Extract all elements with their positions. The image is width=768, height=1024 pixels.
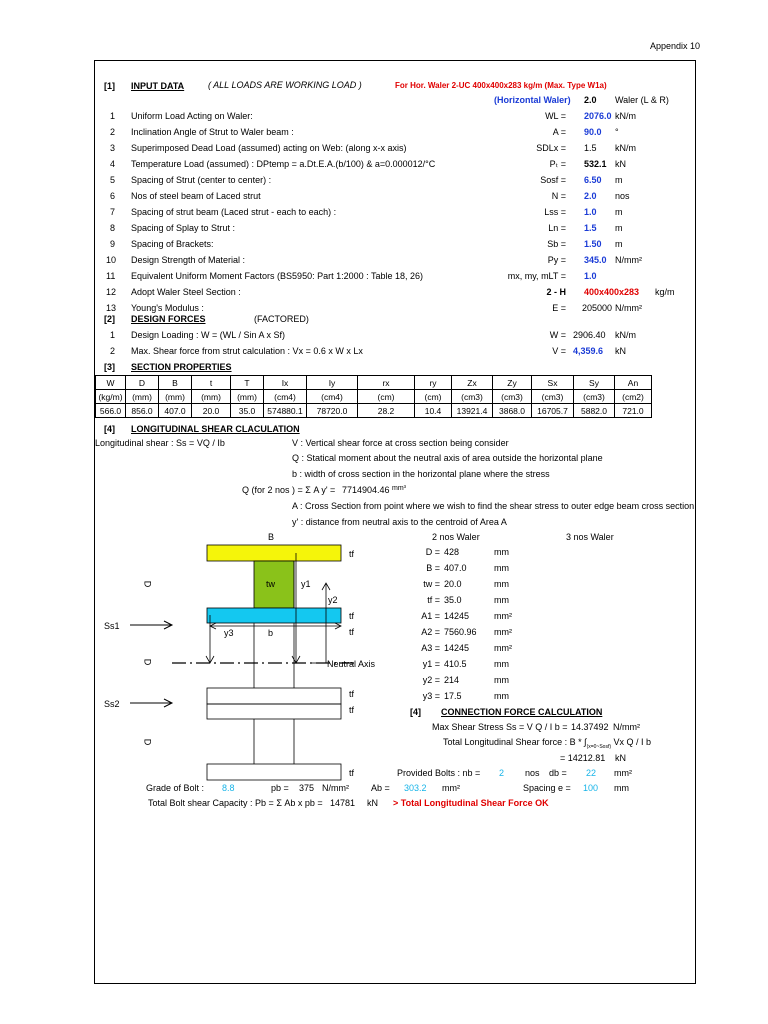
- input-row-desc: Adopt Waler Steel Section :: [131, 287, 241, 297]
- table-cell: Iy: [307, 376, 358, 390]
- input-row-value: 205000: [582, 303, 613, 313]
- table-cell: 407.0: [159, 404, 192, 418]
- input-row-number: 11: [106, 271, 116, 281]
- waler-row-value: 14245: [444, 611, 470, 621]
- label-y3: y3: [224, 628, 234, 638]
- q-calc-value: 7714904.46: [342, 485, 390, 495]
- input-row-desc: Spacing of strut beam (Laced strut - each to each) :: [131, 207, 337, 217]
- waler-row-value: 428: [444, 547, 460, 557]
- section-number: [1]: [104, 81, 115, 91]
- force-row-symbol: V =: [552, 346, 566, 356]
- pb-label: pb =: [271, 783, 289, 793]
- waler-row-unit: mm: [494, 675, 509, 685]
- input-row-number: 6: [110, 191, 116, 201]
- input-row-number: 1: [110, 111, 116, 121]
- waler-row-symbol: B =: [426, 563, 440, 573]
- input-row-number: 13: [106, 303, 117, 313]
- total-long-unit: kN: [615, 753, 626, 763]
- table-cell: (cm3): [452, 390, 493, 404]
- input-row-unit: nos: [615, 191, 630, 201]
- table-cell: Ix: [264, 376, 307, 390]
- table-cell: 16705.7: [532, 404, 574, 418]
- max-shear-unit: N/mm²: [613, 722, 640, 732]
- spacing-value: 100: [583, 783, 599, 793]
- input-row-unit: N/mm²: [615, 303, 642, 313]
- input-row-symbol: WL =: [545, 111, 566, 121]
- waler-row-symbol: A2 =: [421, 627, 440, 637]
- label-b: b: [268, 628, 274, 638]
- label-B: B: [268, 532, 275, 542]
- pb-value: 375: [299, 783, 315, 793]
- input-row-symbol: mx, my, mLT =: [507, 271, 566, 281]
- table-cell: 5882.0: [574, 404, 615, 418]
- ab-value: 303.2: [404, 783, 427, 793]
- label-tf: tf: [349, 549, 355, 559]
- table-cell: (cm3): [574, 390, 615, 404]
- table-cell: Zy: [493, 376, 532, 390]
- section-title: DESIGN FORCES: [131, 314, 206, 324]
- bottom-flange: [207, 764, 341, 780]
- grade-label: Grade of Bolt :: [146, 783, 205, 793]
- table-cell: (mm): [159, 390, 192, 404]
- force-row-number: 2: [110, 346, 116, 356]
- waler-row-value: 17.5: [444, 691, 462, 701]
- factored-label: (FACTORED): [254, 314, 309, 324]
- db-label: db =: [549, 768, 567, 778]
- capacity-unit: kN: [367, 798, 378, 808]
- nos-label: nos: [525, 768, 540, 778]
- table-cell: (cm): [358, 390, 415, 404]
- waler-row-unit: mm: [494, 659, 509, 669]
- force-row-desc: Design Loading : W = (WL / Sin A x Sf): [131, 330, 285, 340]
- input-row-value: 1.50: [584, 239, 602, 249]
- ok-note: > Total Longitudinal Shear Force OK: [393, 798, 549, 808]
- top-flange: [207, 545, 341, 561]
- waler-row-symbol: D =: [425, 547, 440, 557]
- force-row-desc: Max. Shear force from strut calculation : Vx = 0.6 x W x Lx: [131, 346, 363, 356]
- table-cell: 3868.0: [493, 404, 532, 418]
- input-row-symbol: SDLx =: [536, 143, 566, 153]
- q-calc-label: Q (for 2 nos ) = Σ A y' =: [242, 485, 336, 495]
- waler-row-symbol: A3 =: [421, 643, 440, 653]
- waler-row-unit: mm²: [494, 627, 512, 637]
- input-row-desc: Young's Modulus :: [131, 303, 204, 313]
- table-cell: (cm): [415, 390, 452, 404]
- input-row-unit: kN/m: [615, 111, 636, 121]
- input-row-symbol: 2 - H: [546, 287, 566, 297]
- section-title: INPUT DATA: [131, 81, 185, 91]
- input-row-number: 7: [110, 207, 116, 217]
- input-row-unit: kg/m: [655, 287, 675, 297]
- label-tf: tf: [349, 611, 355, 621]
- spacing-label: Spacing e =: [523, 783, 571, 793]
- section-title: SECTION PROPERTIES: [131, 362, 232, 372]
- table-cell: 10.4: [415, 404, 452, 418]
- long-shear-formula: Longitudinal shear : Ss = VQ / Ib: [95, 438, 225, 448]
- input-row-desc: Inclination Angle of Strut to Waler beam :: [131, 127, 294, 137]
- label-tf: tf: [349, 768, 355, 778]
- input-row-symbol: N =: [551, 191, 566, 201]
- label-ss1: Ss1: [104, 621, 120, 631]
- waler-row-symbol: y2 =: [422, 675, 440, 685]
- horizontal-waler-value: 2.0: [584, 95, 597, 105]
- force-row-unit: kN: [615, 346, 626, 356]
- loads-note: ( ALL LOADS ARE WORKING LOAD ): [208, 80, 362, 90]
- table-cell: 566.0: [96, 404, 126, 418]
- force-row-symbol: W =: [549, 330, 566, 340]
- y-definition: y' : distance from neutral axis to the centroid of Area A: [292, 517, 507, 527]
- table-cell: Sy: [574, 376, 615, 390]
- table-cell: B: [159, 376, 192, 390]
- input-row-unit: m: [615, 207, 623, 217]
- b-definition: b : width of cross section in the horizontal plane where the stress: [292, 469, 550, 479]
- label-D: D: [142, 738, 153, 746]
- table-cell: Sx: [532, 376, 574, 390]
- section-title: LONGITUDINAL SHEAR CLACULATION: [131, 424, 300, 434]
- horizontal-waler-unit: Waler (L & R): [615, 95, 669, 105]
- input-row-desc: Nos of steel beam of Laced strut: [131, 191, 261, 201]
- input-row-unit: N/mm²: [615, 255, 642, 265]
- horizontal-waler-label: (Horizontal Waler): [494, 95, 571, 105]
- waler-row-unit: mm: [494, 579, 509, 589]
- table-cell: 574880.1: [264, 404, 307, 418]
- total-long-sub: (x=0~Sosf): [586, 743, 612, 750]
- input-row-desc: Superimposed Dead Load (assumed) acting on Web: (along x-x axis): [131, 143, 407, 153]
- q-calc-unit: mm³: [392, 485, 406, 492]
- input-row-unit: m: [615, 175, 623, 185]
- appendix-label: Appendix 10: [650, 41, 701, 51]
- input-row-symbol: Sosf =: [540, 175, 566, 185]
- input-row-symbol: A =: [552, 127, 566, 137]
- table-cell: (cm3): [532, 390, 574, 404]
- label-D: D: [142, 580, 153, 588]
- total-long-value: = 14212.81: [560, 753, 606, 763]
- two-nos-waler-title: 2 nos Waler: [432, 532, 480, 542]
- ab-label: Ab =: [371, 783, 390, 793]
- force-row-value: 2906.40: [573, 330, 606, 340]
- input-row-desc: Spacing of Splay to Strut :: [131, 223, 236, 233]
- table-cell: 856.0: [126, 404, 159, 418]
- input-row-symbol: Pₜ =: [549, 159, 566, 169]
- input-row-desc: Equivalent Uniform Moment Factors (BS5950: Part 1:2000 : Table 18, 26): [131, 271, 423, 281]
- waler-row-symbol: tf =: [427, 595, 440, 605]
- capacity-label: Total Bolt shear Capacity : Pb = Σ Ab x pb =: [148, 798, 323, 808]
- waler-row-unit: mm²: [494, 611, 512, 621]
- three-nos-waler-title: 3 nos Waler: [566, 532, 614, 542]
- waler-row-value: 410.5: [444, 659, 467, 669]
- input-row-unit: kN: [615, 159, 626, 169]
- table-cell: 78720.0: [307, 404, 358, 418]
- table-cell: t: [192, 376, 231, 390]
- total-long-tail: Vx Q / I b: [611, 737, 652, 747]
- waler-row-value: 14245: [444, 643, 470, 653]
- input-row-number: 8: [110, 223, 116, 233]
- waler-row-unit: mm: [494, 595, 509, 605]
- grade-value: 8.8: [222, 783, 235, 793]
- label-tf: tf: [349, 705, 355, 715]
- section-title: CONNECTION FORCE CALCULATION: [441, 707, 603, 717]
- force-row-unit: kN/m: [615, 330, 636, 340]
- table-cell: (mm): [126, 390, 159, 404]
- input-row-value: 90.0: [584, 127, 602, 137]
- force-row-value: 4,359.6: [573, 346, 604, 356]
- table-cell: T: [231, 376, 264, 390]
- label-neutral-axis: Neutral Axis: [327, 659, 376, 669]
- waler-row-symbol: tw =: [423, 579, 440, 589]
- input-row-number: 9: [110, 239, 116, 249]
- input-row-desc: Spacing of Strut (center to center) :: [131, 175, 272, 185]
- total-long-label: [443, 736, 651, 748]
- total-long-text: Total Longitudinal Shear force : B * ∫: [443, 737, 587, 747]
- table-cell: D: [126, 376, 159, 390]
- input-row-symbol: Lss =: [544, 207, 566, 217]
- input-row-number: 12: [106, 287, 117, 297]
- spacing-unit: mm: [614, 783, 629, 793]
- table-cell: (cm4): [307, 390, 358, 404]
- input-row-number: 2: [110, 127, 116, 137]
- label-tf: tf: [349, 689, 355, 699]
- table-cell: (mm): [192, 390, 231, 404]
- section-number: [3]: [104, 362, 115, 372]
- waler-row-value: 214: [444, 675, 460, 685]
- lower-flange-1: [207, 688, 341, 704]
- table-cell: (cm3): [493, 390, 532, 404]
- input-row-value: 2.0: [584, 191, 597, 201]
- input-row-number: 5: [110, 175, 116, 185]
- pb-unit: N/mm²: [322, 783, 349, 793]
- input-row-value: 1.0: [584, 207, 597, 217]
- input-row-unit: kN/m: [615, 143, 636, 153]
- input-row-desc: Design Strength of Material :: [131, 255, 246, 265]
- input-row-value: 400x400x283: [584, 287, 640, 297]
- table-cell: 28.2: [358, 404, 415, 418]
- waler-row-unit: mm: [494, 563, 509, 573]
- input-row-value: 1.5: [584, 143, 597, 153]
- waler-row-symbol: y1 =: [422, 659, 440, 669]
- input-row-number: 10: [106, 255, 117, 265]
- section-number: [4]: [410, 707, 421, 717]
- table-cell: (cm4): [264, 390, 307, 404]
- lower-flange-2: [207, 704, 341, 719]
- table-cell: ry: [415, 376, 452, 390]
- label-D: D: [142, 658, 153, 666]
- table-cell: W: [96, 376, 126, 390]
- input-row-value: 1.0: [584, 271, 597, 281]
- table-cell: 13921.4: [452, 404, 493, 418]
- bolts-value: 2: [499, 768, 505, 778]
- input-row-unit: °: [615, 127, 619, 137]
- waler-row-value: 407.0: [444, 563, 467, 573]
- input-row-value: 2076.0: [584, 111, 612, 121]
- section-number: [2]: [104, 314, 115, 324]
- table-cell: An: [615, 376, 652, 390]
- a-definition: A : Cross Section from point where we wish to find the shear stress to outer edge beam cross section: [292, 501, 695, 511]
- table-cell: 721.0: [615, 404, 652, 418]
- input-row-value: 1.5: [584, 223, 597, 233]
- waler-row-value: 35.0: [444, 595, 462, 605]
- table-cell: (kg/m): [96, 390, 126, 404]
- max-shear-label: Max Shear Stress Ss = V Q / I b =: [432, 722, 568, 732]
- waler-row-value: 7560.96: [444, 627, 477, 637]
- input-row-symbol: Py =: [547, 255, 566, 265]
- table-cell: rx: [358, 376, 415, 390]
- input-row-desc: Spacing of Brackets:: [131, 239, 214, 249]
- db-unit: mm²: [614, 768, 632, 778]
- table-cell: (mm): [231, 390, 264, 404]
- label-y2: y2: [328, 595, 338, 605]
- waler-row-unit: mm: [494, 691, 509, 701]
- db-value: 22: [586, 768, 597, 778]
- input-row-value: 345.0: [584, 255, 607, 265]
- waler-row-value: 20.0: [444, 579, 462, 589]
- capacity-value: 14781: [330, 798, 356, 808]
- input-row-symbol: Ln =: [548, 223, 566, 233]
- input-row-desc: Temperature Load (assumed) : DPtemp = a.Dt.E.A.(b/100) & a=0.000012/°C: [131, 159, 436, 169]
- input-row-value: 532.1: [584, 159, 607, 169]
- max-shear-value: 14.37492: [571, 722, 609, 732]
- table-cell: 35.0: [231, 404, 264, 418]
- waler-row-symbol: y3 =: [422, 691, 440, 701]
- input-row-desc: Uniform Load Acting on Waler:: [131, 111, 253, 121]
- input-row-number: 4: [110, 159, 116, 169]
- force-row-number: 1: [110, 330, 116, 340]
- input-row-number: 3: [110, 143, 116, 153]
- bolts-label: Provided Bolts : nb =: [397, 768, 481, 778]
- waler-row-unit: mm²: [494, 643, 512, 653]
- label-ss2: Ss2: [104, 699, 120, 709]
- table-cell: (cm2): [615, 390, 652, 404]
- input-row-value: 6.50: [584, 175, 602, 185]
- middle-flange: [207, 608, 341, 623]
- section-number: [4]: [104, 424, 115, 434]
- table-cell: 20.0: [192, 404, 231, 418]
- input-row-unit: m: [615, 239, 623, 249]
- label-tf: tf: [349, 627, 355, 637]
- q-definition: Q : Statical moment about the neutral axis of area outside the horizontal plane: [292, 453, 603, 463]
- label-y1: y1: [301, 579, 311, 589]
- waler-row-unit: mm: [494, 547, 509, 557]
- waler-note: For Hor. Waler 2-UC 400x400x283 kg/m (Max. Type W1a): [395, 81, 607, 90]
- v-definition: V : Vertical shear force at cross section being consider: [292, 438, 509, 448]
- ab-unit: mm²: [442, 783, 460, 793]
- input-row-symbol: Sb =: [547, 239, 566, 249]
- label-tw: tw: [266, 579, 275, 589]
- table-cell: Zx: [452, 376, 493, 390]
- waler-row-symbol: A1 =: [421, 611, 440, 621]
- input-row-symbol: E =: [552, 303, 566, 313]
- input-row-unit: m: [615, 223, 623, 233]
